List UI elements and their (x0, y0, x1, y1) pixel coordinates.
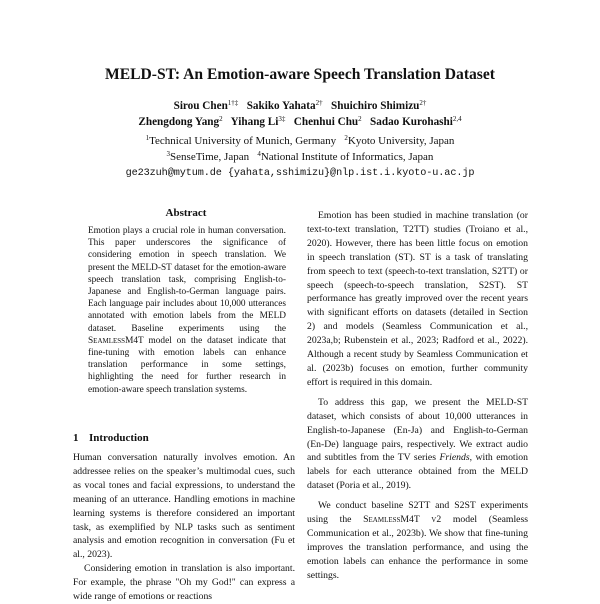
author: Sirou Chen$^{1\dagger\ddagger}$ (173, 99, 239, 112)
paper-title: MELD-ST: An Emotion-aware Speech Translation Dataset (105, 66, 495, 83)
section-heading-introduction: 1 Introduction (73, 432, 149, 444)
affiliation-line-2: $^3$SenseTime, Japan $^4$National Institute of Informatics, Japan (166, 150, 434, 163)
author-line-2 (0, 114, 600, 130)
model-name: SeamlessM4T (88, 335, 144, 346)
right-column-body (307, 209, 528, 583)
author: Sadao Kurohashi$^{2,4}$ (370, 115, 462, 128)
affiliations (0, 133, 600, 165)
abstract-body: Emotion plays a crucial role in human conversation. This paper underscores the significance of considering emotion in speech translation. We present the MELD-ST dataset for the emotion-aware speech translation task, comprising English-to-Japanese and English-to-German language pairs. Each language pair includes about 10,000 utterances annotated with emotion labels from the MELD dataset. Baseline experiments using the SeamlessM4T model on the dataset indicate that fine-tuning with emotion labels can enhance translation performance in some settings, highlighting the need for further research in emotion-aware speech translation systems. (88, 226, 286, 395)
affiliation-line-1: $^1$Technical University of Munich, Germany $^2$Kyoto University, Japan (145, 134, 455, 147)
abstract-heading: Abstract (165, 207, 207, 219)
author-list (0, 98, 600, 130)
paragraph: Emotion has been studied in machine translation (or text-to-text translation, T2TT) studies (Troiano et al., 2020). However, there has been little focus on emotion in speech translation (ST). ST is a task of translating from speech to text (speech-to-text translation, S2TT) or speech (speech-to-speech translation, S2ST). ST performance has greatly improved over the recent years with significant efforts on datasets (detailed in Section 2) and models (Seamless Communication et al., 2023a,b; Rubenstein et al., 2023; Radford et al., 2022). Although a recent study by Seamless Communication et al. (2023b) focuses on emotion, further community effort is required in this domain. (307, 210, 528, 388)
author: Yihang $Li^{3\ddagger}$ (230, 115, 286, 128)
author: Sakiko Yahata$^{2\dagger}$ (246, 99, 323, 112)
author-line-1 (0, 98, 600, 114)
author: Shuichiro Shimizu$^{2\dagger}$ (331, 99, 427, 112)
author: Chenhui Chu$^2$ (293, 115, 362, 128)
paragraph: We conduct baseline S2TT and S2ST experiments using the SeamlessM4T v2 model (Seamless Communication et al., 2023b). We show that fine-tuning improves the translation performance, and using the emotion labels can enhance the performance in some settings. (307, 500, 528, 581)
left-column-body (73, 451, 295, 604)
paragraph: Human conversation naturally involves emotion. An addressee relies on the speaker’s multimodal cues, such as vocal tones and facial expressions, to understand the meaning of an utterance. Handling emotions in machine learning systems is therefore considered an important task, as exemplified by NLP tasks such as sentiment analysis and emotion recognition in conversation (Fu et al., 2023). (73, 452, 295, 561)
author-emails: ge23zuh@mytum.de {yahata,sshimizu}@nlp.ist.i.kyoto-u.ac.jp (125, 168, 475, 179)
author: Zhengdong Yang$^2$ (138, 115, 223, 128)
paragraph: To address this gap, we present the MELD-ST dataset, which consists of about 10,000 utterances in English-to-Japanese (En-Ja) and English-to-German (En-De) language pairs, respectively. We extract audio and subtitles from the TV series Friends, with emotion labels for each utterance obtained from the MELD dataset (Poria et al., 2019). (307, 396, 528, 492)
paragraph: Considering emotion in translation is also important. For example, the phrase "Oh my God!" can express a wide range of emotions or reactions (73, 563, 295, 603)
